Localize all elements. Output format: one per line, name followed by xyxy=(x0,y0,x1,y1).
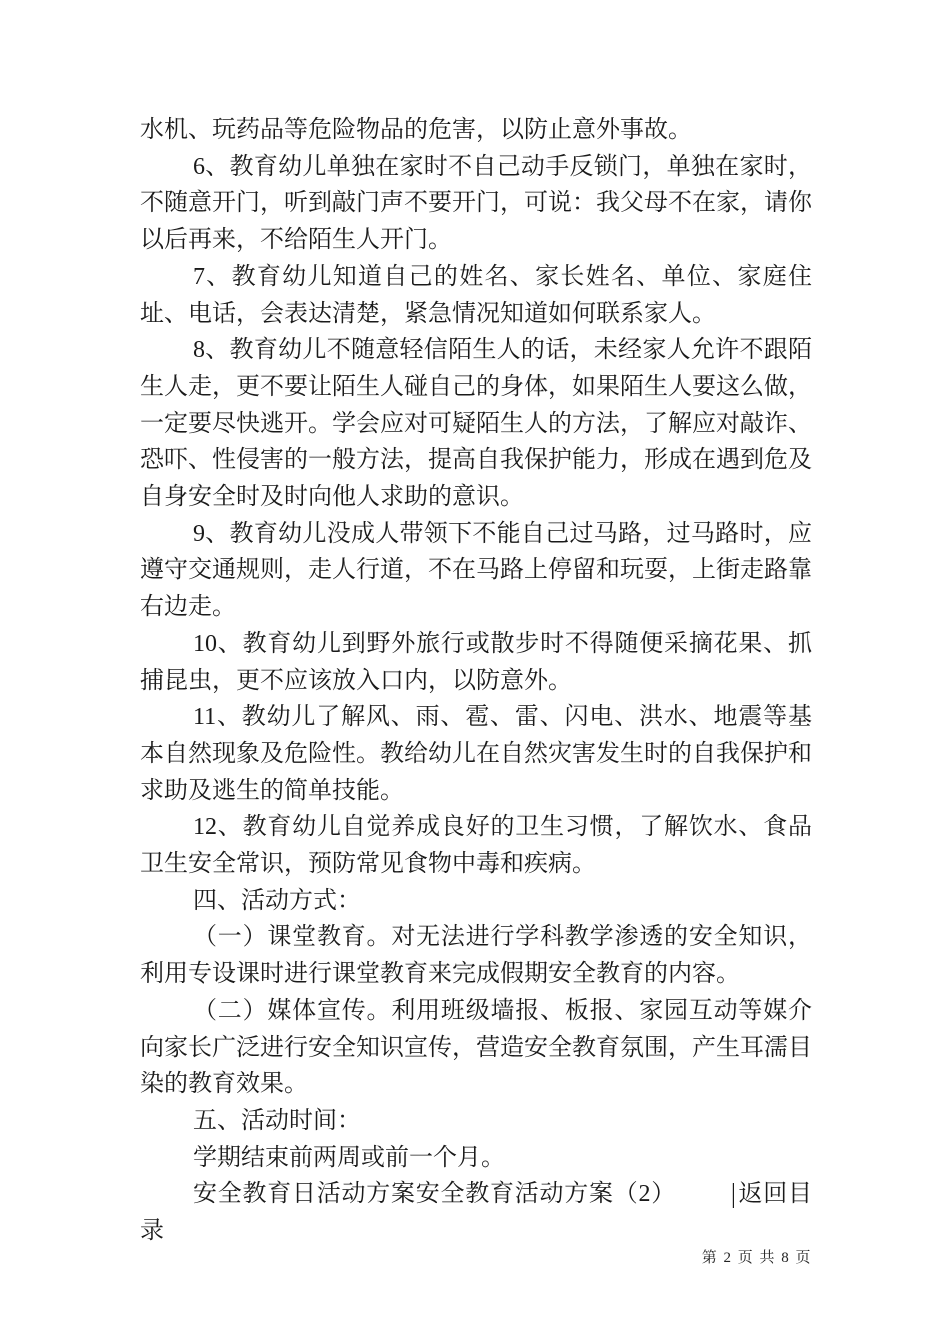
closing-line-text: 安全教育日活动方案安全教育活动方案（2） xyxy=(193,1181,676,1208)
paragraph-activity-time: 学期结束前两周或前一个月。 xyxy=(193,1144,505,1171)
paragraph-item-9: 9、教育幼儿没成人带领下不能自己过马路，过马路时，应遵守交通规则，走人行道，不在马路上停留和玩耍，上街走路靠右边走。 xyxy=(140,520,812,621)
separator-bar: | xyxy=(730,1179,736,1210)
paragraph-item-6: 6、教育幼儿单独在家时不自己动手反锁门，单独在家时，不随意开门，听到敲门声不要开门，可说：我父母不在家，请你以后再来，不给陌生人开门。 xyxy=(140,153,812,254)
paragraph-continuation: 水机、玩药品等危险物品的危害，以防止意外事故。 xyxy=(140,117,692,143)
paragraph-method-2: （二）媒体宣传。利用班级墙报、板报、家园互动等媒介向家长广泛进行安全知识宣传，营造安全教育氛围，产生耳濡目染的教育效果。 xyxy=(140,997,812,1098)
paragraph-method-1: （一）课堂教育。对无法进行学科教学渗透的安全知识，利用专设课时进行课堂教育来完成假期安全教育的内容。 xyxy=(140,924,812,988)
paragraph-item-10: 10、教育幼儿到野外旅行或散步时不得随便采摘花果、抓捕昆虫，更不应该放入口内，以防意外。 xyxy=(140,630,812,694)
paragraph-section-5-heading: 五、活动时间： xyxy=(193,1107,361,1134)
page-number-footer: 第 2 页 共 8 页 xyxy=(701,1250,812,1266)
closing-line xyxy=(140,1176,812,1249)
paragraph-item-7: 7、教育幼儿知道自己的姓名、家长姓名、单位、家庭住址、电话，会表达清楚，紧急情况知道如何联系家人。 xyxy=(140,263,812,327)
paragraph-section-4-heading: 四、活动方式： xyxy=(193,887,361,914)
document-body xyxy=(140,112,812,1250)
return-to-toc-link[interactable]: 返回目录 xyxy=(140,1181,813,1245)
paragraph-item-12: 12、教育幼儿自觉养成良好的卫生习惯，了解饮水、食品卫生安全常识，预防常见食物中毒和疾病。 xyxy=(140,814,812,878)
paragraph-item-11: 11、教幼儿了解风、雨、雹、雷、闪电、洪水、地震等基本自然现象及危险性。教给幼儿在自然灾害发生时的自我保护和求助及逃生的简单技能。 xyxy=(140,704,812,804)
paragraph-item-8: 8、教育幼儿不随意轻信陌生人的话，未经家人允许不跟陌生人走，更不要让陌生人碰自己的身体，如果陌生人要这么做，一定要尽快逃开。学会应对可疑陌生人的方法，了解应对敲诈、恐吓、性侵害的一般方法，提高自我保护能力，形成在遇到危及自身安全时及时向他人求助的意识。 xyxy=(140,337,812,511)
